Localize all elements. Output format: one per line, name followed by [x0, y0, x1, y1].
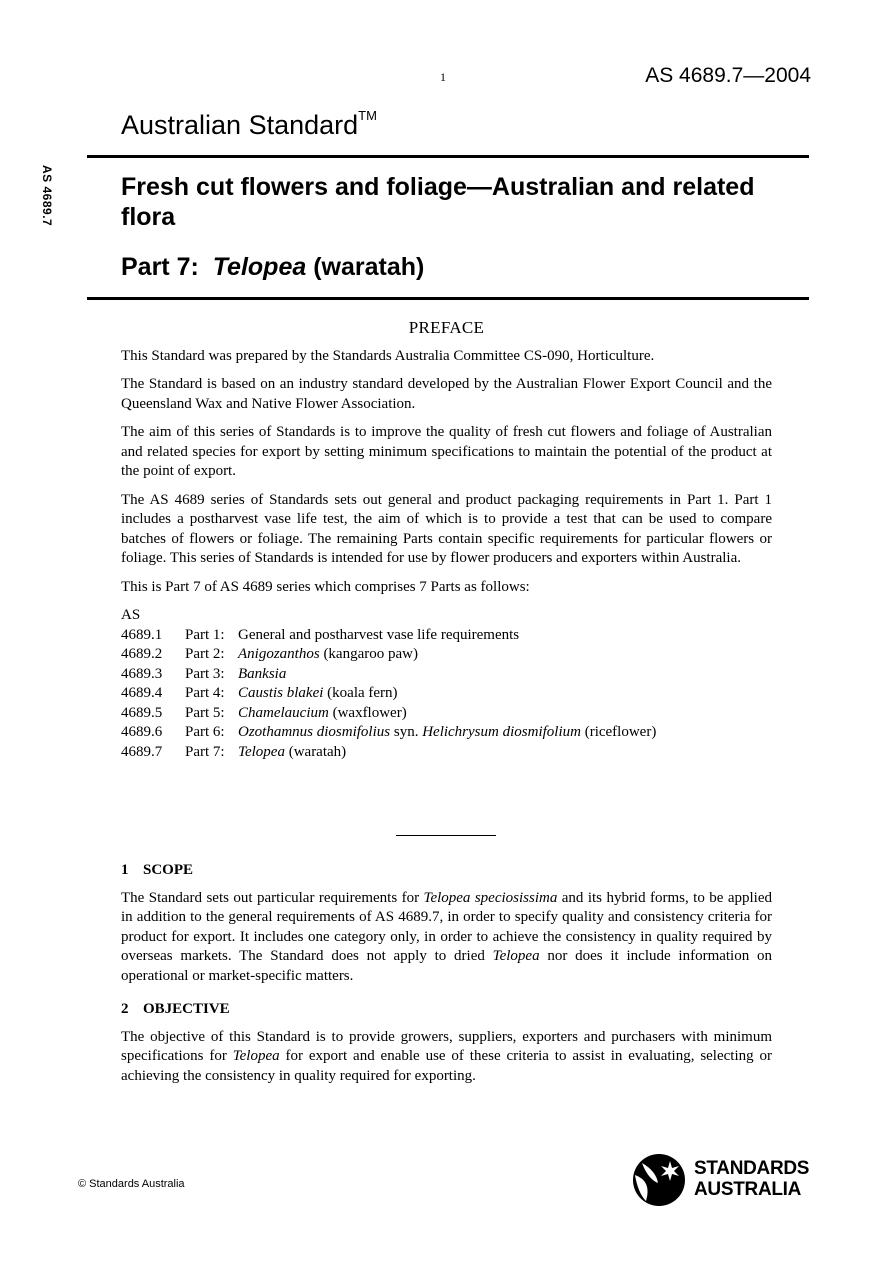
part-name: Banksia: [238, 665, 287, 682]
logo-line-1: STANDARDS: [694, 1158, 810, 1179]
part-genus: Telopea: [212, 253, 307, 281]
parts-list-item: [121, 684, 772, 704]
parts-list-item: [121, 723, 772, 743]
part-number: 4689.2: [121, 646, 163, 662]
part-name: General and postharvest vase life requirements: [238, 626, 520, 643]
trademark-mark: TM: [358, 108, 377, 123]
preface-paragraph: This is Part 7 of AS 4689 series which comprises 7 Parts as follows:: [121, 578, 530, 595]
section-heading-objective: 2 OBJECTIVE: [121, 1001, 230, 1017]
preface-heading: PREFACE: [408, 318, 485, 337]
preface-paragraph: The AS 4689 series of Standards sets out general and product packaging requirements in Part 1. Part 1 includes a postharvest vase life test, the aim of which is to provide a test that can be used to compare batches of flowers or foliage. The remaining Parts contain specific requirements for particular flowers or foliage. This series of Standards is intended for use by flower producers and exporters within Australia.: [121, 491, 772, 566]
section-divider: [396, 835, 496, 836]
part-name: Telopea (waratah): [238, 743, 347, 760]
section-text-objective: The objective of this Standard is to provide growers, suppliers, exporters and purchasers with minimum specifications for Telopea for export and enable use of these criteria to assist in evaluating, selecting or achieving the consistency in quality required for exporting.: [121, 1028, 772, 1084]
copyright-notice: © Standards Australia: [78, 1178, 185, 1190]
parts-list-item: [121, 704, 772, 724]
part-prefix: Part 7:: [121, 253, 199, 281]
side-label: AS 4689.7: [40, 165, 54, 227]
preface-paragraph: The Standard is based on an industry standard developed by the Australian Flower Export Council and the Queensland Wax and Native Flower Association.: [121, 376, 772, 412]
section-text-scope: The Standard sets out particular requirements for Telopea speciosissima and its hybrid forms, to be applied in addition to the general requirements of AS 4689.7, in order to specify quality and consistency criteria for product for export. It includes one category only, in order to achieve the consistency in quality required by overseas markets. The Standard does not apply to dried Telopea nor does it include information on operational or market-specific matters.: [121, 889, 772, 984]
part-number: 4689.6: [121, 724, 163, 740]
part-label: Part 4:: [185, 685, 225, 701]
main-title: Fresh cut flowers and foliage—Australian and related flora: [121, 173, 755, 231]
preface-paragraph: This Standard was prepared by the Standards Australia Committee CS-090, Horticulture.: [121, 347, 655, 364]
part-title: [121, 253, 424, 282]
parts-list-item: [121, 665, 772, 685]
part-label: Part 3:: [185, 665, 225, 682]
part-name: Chamelaucium (waxflower): [238, 704, 407, 721]
title-rule-bottom: [87, 297, 809, 300]
clauses: [121, 861, 772, 1100]
standard-type: [121, 110, 377, 141]
preface-paragraph: The aim of this series of Standards is to improve the quality of fresh cut flowers and foliage of Australian and related species for export by setting minimum specifications to maintain the potential of the product at the point of export.: [121, 424, 772, 479]
part-number: 4689.3: [121, 665, 163, 682]
parts-list-item: [121, 645, 772, 665]
parts-list-header: [121, 606, 772, 626]
section-heading-scope: 1 SCOPE: [121, 862, 194, 878]
part-number: 4689.7: [121, 743, 163, 760]
part-label: Part 2:: [185, 646, 225, 662]
part-label: Part 5:: [185, 704, 225, 721]
document-id: AS 4689.7—2004: [645, 64, 811, 87]
part-number: 4689.1: [121, 626, 163, 643]
standard-type-text: Australian Standard: [121, 110, 359, 140]
parts-list-item: [121, 743, 772, 763]
preface-section: [121, 318, 772, 762]
logo-wordmark: [694, 1158, 809, 1200]
parts-list-item: [121, 626, 772, 646]
logo-line-2: AUSTRALIA: [694, 1179, 802, 1200]
part-number: 4689.4: [121, 685, 163, 701]
part-name: Anigozanthos (kangaroo paw): [238, 646, 418, 662]
part-name: Caustis blakei (koala fern): [238, 685, 398, 701]
parts-header-label: AS: [121, 607, 141, 623]
part-common-name: (waratah): [313, 253, 425, 281]
part-name: Ozothamnus diosmifolius syn. Helichrysum diosmifolium (riceflower): [238, 724, 657, 740]
title-rule-top: [87, 155, 809, 158]
part-label: Part 1:: [185, 626, 225, 643]
page-number: 1: [440, 70, 446, 84]
parts-list: [121, 606, 772, 762]
part-label: Part 7:: [185, 743, 225, 760]
part-number: 4689.5: [121, 704, 163, 721]
part-label: Part 6:: [185, 724, 225, 740]
globe-star-icon: [633, 1154, 685, 1206]
